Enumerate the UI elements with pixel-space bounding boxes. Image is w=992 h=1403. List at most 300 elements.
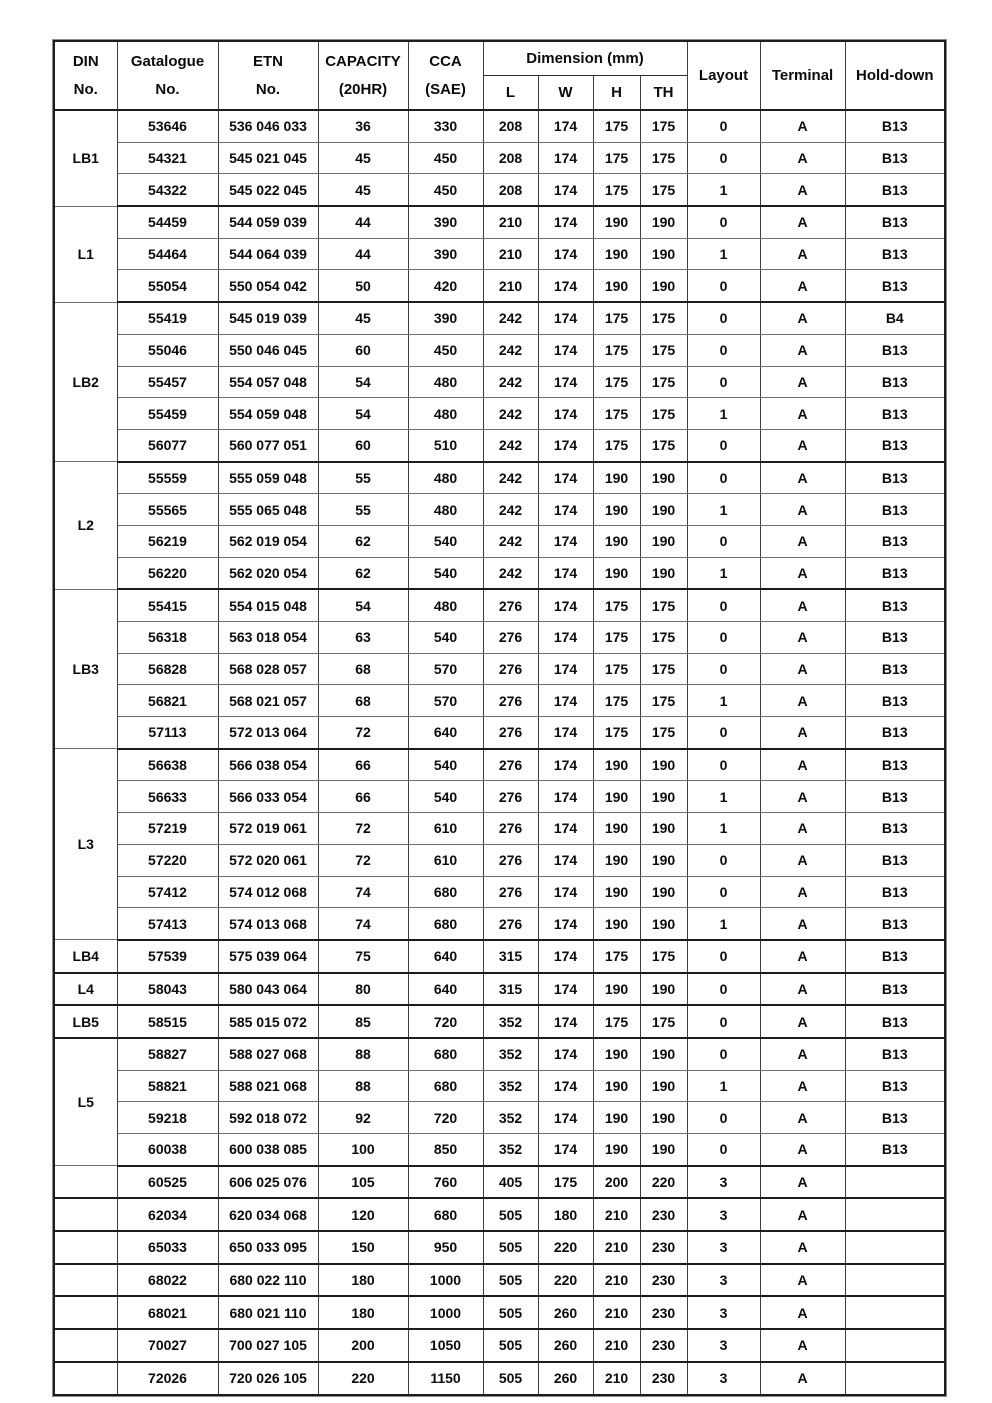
cell-etn-no: 568 021 057 [218,685,318,717]
cell-th: 190 [640,876,687,908]
cell-th: 190 [640,781,687,813]
cell-hold-down [845,1264,945,1297]
cell-hold-down: B13 [845,844,945,876]
cell-catalogue-no: 57220 [117,844,218,876]
cell-h: 175 [593,1005,640,1038]
din-group-cell [54,1231,117,1264]
battery-spec-table [53,40,946,1396]
cell-catalogue-no: 68021 [117,1296,218,1329]
header-label: CAPACITY [325,53,401,70]
cell-layout: 0 [687,844,760,876]
cell-layout: 1 [687,398,760,430]
cell-etn-no: 560 077 051 [218,429,318,461]
cell-l: 242 [483,462,538,494]
cell-etn-no: 544 059 039 [218,206,318,238]
cell-etn-no: 554 057 048 [218,366,318,398]
cell-h: 210 [593,1329,640,1362]
cell-h: 175 [593,110,640,142]
cell-cca: 540 [408,525,483,557]
table-row [54,813,945,845]
cell-etn-no: 588 021 068 [218,1070,318,1102]
cell-w: 174 [538,940,593,973]
cell-layout: 0 [687,589,760,621]
cell-terminal: A [760,749,845,781]
table-row [54,973,945,1006]
cell-h: 190 [593,238,640,270]
cell-capacity: 45 [318,302,408,334]
cell-hold-down: B13 [845,334,945,366]
cell-th: 175 [640,717,687,749]
cell-h: 175 [593,589,640,621]
cell-l: 208 [483,174,538,206]
cell-layout: 1 [687,557,760,589]
cell-catalogue-no: 55565 [117,494,218,526]
cell-th: 190 [640,973,687,1006]
cell-capacity: 200 [318,1329,408,1362]
cell-layout: 0 [687,142,760,174]
cell-capacity: 220 [318,1362,408,1395]
cell-capacity: 54 [318,366,408,398]
cell-terminal: A [760,429,845,461]
cell-capacity: 50 [318,270,408,302]
cell-h: 190 [593,557,640,589]
cell-th: 190 [640,1038,687,1070]
cell-l: 505 [483,1296,538,1329]
cell-catalogue-no: 55419 [117,302,218,334]
cell-w: 174 [538,557,593,589]
cell-catalogue-no: 54321 [117,142,218,174]
cell-capacity: 80 [318,973,408,1006]
cell-w: 260 [538,1362,593,1395]
din-group-cell: LB5 [54,1005,117,1038]
table-row [54,557,945,589]
cell-h: 190 [593,1070,640,1102]
cell-hold-down [845,1198,945,1231]
cell-w: 174 [538,334,593,366]
cell-catalogue-no: 58827 [117,1038,218,1070]
cell-hold-down: B13 [845,1134,945,1166]
cell-layout: 3 [687,1264,760,1297]
cell-terminal: A [760,525,845,557]
cell-layout: 3 [687,1231,760,1264]
cell-h: 175 [593,398,640,430]
header-label: Gatalogue [130,53,205,70]
cell-cca: 680 [408,908,483,940]
cell-cca: 390 [408,302,483,334]
cell-layout: 1 [687,813,760,845]
cell-hold-down: B13 [845,653,945,685]
cell-catalogue-no: 56318 [117,622,218,654]
cell-l: 276 [483,653,538,685]
cell-w: 174 [538,462,593,494]
cell-w: 174 [538,685,593,717]
cell-capacity: 62 [318,557,408,589]
table-row [54,110,945,142]
cell-l: 352 [483,1005,538,1038]
din-group-cell: LB1 [54,110,117,206]
table-body [54,110,945,1395]
cell-terminal: A [760,940,845,973]
cell-layout: 0 [687,525,760,557]
cell-etn-no: 600 038 085 [218,1134,318,1166]
cell-l: 276 [483,876,538,908]
cell-th: 230 [640,1264,687,1297]
cell-capacity: 150 [318,1231,408,1264]
cell-layout: 1 [687,908,760,940]
cell-etn-no: 550 046 045 [218,334,318,366]
cell-layout: 0 [687,940,760,973]
cell-catalogue-no: 56220 [117,557,218,589]
cell-etn-no: 555 065 048 [218,494,318,526]
cell-hold-down: B13 [845,494,945,526]
cell-etn-no: 554 059 048 [218,398,318,430]
din-group-cell [54,1264,117,1297]
cell-cca: 570 [408,653,483,685]
cell-h: 190 [593,973,640,1006]
cell-etn-no: 568 028 057 [218,653,318,685]
cell-l: 505 [483,1198,538,1231]
table-row [54,622,945,654]
cell-layout: 0 [687,622,760,654]
table-row [54,876,945,908]
cell-capacity: 72 [318,813,408,845]
cell-layout: 0 [687,653,760,685]
cell-catalogue-no: 54464 [117,238,218,270]
cell-terminal: A [760,557,845,589]
cell-cca: 720 [408,1102,483,1134]
cell-h: 190 [593,494,640,526]
column-header-capacity [318,41,408,110]
cell-etn-no: 545 022 045 [218,174,318,206]
cell-catalogue-no: 56633 [117,781,218,813]
cell-catalogue-no: 60525 [117,1166,218,1199]
cell-etn-no: 588 027 068 [218,1038,318,1070]
table-row [54,1264,945,1297]
cell-terminal: A [760,1102,845,1134]
column-header-height: H [593,76,640,111]
cell-layout: 0 [687,334,760,366]
din-group-cell: L4 [54,973,117,1006]
cell-h: 175 [593,302,640,334]
cell-terminal: A [760,813,845,845]
cell-hold-down: B13 [845,876,945,908]
cell-catalogue-no: 55046 [117,334,218,366]
table-row [54,908,945,940]
cell-th: 190 [640,462,687,494]
column-header-length: L [483,76,538,111]
cell-capacity: 45 [318,174,408,206]
cell-etn-no: 606 025 076 [218,1166,318,1199]
cell-h: 190 [593,749,640,781]
cell-layout: 3 [687,1296,760,1329]
cell-h: 190 [593,876,640,908]
cell-etn-no: 575 039 064 [218,940,318,973]
cell-h: 190 [593,781,640,813]
cell-terminal: A [760,1231,845,1264]
cell-w: 175 [538,1166,593,1199]
table-row [54,1134,945,1166]
cell-l: 242 [483,525,538,557]
header-label: CCA [429,53,462,70]
din-group-cell: LB3 [54,589,117,748]
cell-h: 175 [593,334,640,366]
table-row [54,494,945,526]
cell-cca: 850 [408,1134,483,1166]
table-row [54,589,945,621]
cell-terminal: A [760,1329,845,1362]
cell-hold-down: B13 [845,589,945,621]
cell-cca: 680 [408,1198,483,1231]
cell-th: 175 [640,174,687,206]
cell-hold-down: B13 [845,110,945,142]
cell-etn-no: 555 059 048 [218,462,318,494]
table-row [54,429,945,461]
cell-w: 260 [538,1296,593,1329]
cell-cca: 540 [408,781,483,813]
column-header-etn-no [218,41,318,110]
cell-capacity: 36 [318,110,408,142]
header-label: No. [155,81,180,98]
cell-hold-down [845,1166,945,1199]
cell-terminal: A [760,1296,845,1329]
cell-l: 276 [483,749,538,781]
cell-terminal: A [760,844,845,876]
cell-w: 174 [538,174,593,206]
cell-th: 175 [640,589,687,621]
cell-etn-no: 592 018 072 [218,1102,318,1134]
cell-etn-no: 566 033 054 [218,781,318,813]
cell-layout: 0 [687,876,760,908]
cell-w: 174 [538,1005,593,1038]
cell-th: 175 [640,653,687,685]
cell-w: 174 [538,844,593,876]
cell-etn-no: 580 043 064 [218,973,318,1006]
cell-terminal: A [760,206,845,238]
cell-l: 242 [483,302,538,334]
cell-cca: 720 [408,1005,483,1038]
table-row [54,653,945,685]
cell-layout: 0 [687,1134,760,1166]
cell-th: 190 [640,908,687,940]
cell-l: 242 [483,398,538,430]
cell-capacity: 74 [318,876,408,908]
cell-w: 174 [538,110,593,142]
cell-l: 505 [483,1362,538,1395]
table-row [54,1102,945,1134]
table-header [54,41,945,110]
cell-catalogue-no: 57539 [117,940,218,973]
cell-th: 190 [640,270,687,302]
cell-hold-down: B13 [845,749,945,781]
cell-h: 210 [593,1296,640,1329]
cell-th: 190 [640,813,687,845]
cell-h: 175 [593,142,640,174]
cell-layout: 0 [687,717,760,749]
cell-cca: 510 [408,429,483,461]
cell-hold-down [845,1362,945,1395]
cell-th: 190 [640,494,687,526]
din-group-cell: L1 [54,206,117,302]
cell-cca: 420 [408,270,483,302]
cell-th: 175 [640,940,687,973]
table-row [54,1166,945,1199]
column-header-dimension: Dimension (mm) [483,41,687,76]
cell-hold-down: B4 [845,302,945,334]
cell-l: 242 [483,334,538,366]
cell-layout: 0 [687,1038,760,1070]
cell-terminal: A [760,622,845,654]
cell-h: 190 [593,908,640,940]
cell-terminal: A [760,876,845,908]
cell-w: 174 [538,781,593,813]
cell-capacity: 92 [318,1102,408,1134]
cell-etn-no: 720 026 105 [218,1362,318,1395]
cell-w: 174 [538,622,593,654]
cell-l: 242 [483,366,538,398]
cell-l: 208 [483,110,538,142]
cell-th: 190 [640,1102,687,1134]
cell-capacity: 44 [318,238,408,270]
cell-terminal: A [760,1362,845,1395]
cell-layout: 1 [687,238,760,270]
table-row [54,206,945,238]
cell-cca: 1150 [408,1362,483,1395]
cell-capacity: 68 [318,685,408,717]
cell-catalogue-no: 56219 [117,525,218,557]
cell-h: 175 [593,940,640,973]
cell-etn-no: 572 013 064 [218,717,318,749]
cell-terminal: A [760,174,845,206]
cell-catalogue-no: 56821 [117,685,218,717]
cell-capacity: 180 [318,1296,408,1329]
cell-capacity: 68 [318,653,408,685]
cell-w: 174 [538,302,593,334]
cell-layout: 0 [687,1005,760,1038]
cell-w: 174 [538,717,593,749]
cell-cca: 540 [408,749,483,781]
cell-l: 276 [483,781,538,813]
cell-capacity: 45 [318,142,408,174]
table-row [54,398,945,430]
table-row [54,1070,945,1102]
cell-layout: 1 [687,781,760,813]
cell-hold-down [845,1296,945,1329]
cell-terminal: A [760,1038,845,1070]
cell-l: 276 [483,622,538,654]
cell-capacity: 44 [318,206,408,238]
cell-terminal: A [760,494,845,526]
cell-etn-no: 544 064 039 [218,238,318,270]
cell-h: 210 [593,1198,640,1231]
cell-th: 190 [640,238,687,270]
cell-w: 174 [538,876,593,908]
cell-etn-no: 700 027 105 [218,1329,318,1362]
table-row [54,1231,945,1264]
cell-cca: 760 [408,1166,483,1199]
cell-w: 260 [538,1329,593,1362]
cell-layout: 0 [687,110,760,142]
cell-catalogue-no: 56828 [117,653,218,685]
cell-terminal: A [760,1005,845,1038]
cell-capacity: 54 [318,589,408,621]
table-row [54,1362,945,1395]
header-row-top [54,41,945,76]
cell-layout: 3 [687,1166,760,1199]
cell-catalogue-no: 55415 [117,589,218,621]
cell-cca: 450 [408,142,483,174]
cell-l: 352 [483,1102,538,1134]
table-row [54,749,945,781]
cell-l: 352 [483,1070,538,1102]
column-header-cca [408,41,483,110]
cell-etn-no: 572 020 061 [218,844,318,876]
cell-etn-no: 536 046 033 [218,110,318,142]
cell-etn-no: 562 019 054 [218,525,318,557]
cell-cca: 450 [408,174,483,206]
cell-layout: 0 [687,429,760,461]
column-header-width: W [538,76,593,111]
column-header-din-no [54,41,117,110]
table-row [54,940,945,973]
cell-th: 190 [640,844,687,876]
din-group-cell: L5 [54,1038,117,1166]
column-header-terminal: Terminal [760,41,845,110]
header-label: (20HR) [338,81,388,98]
cell-w: 174 [538,1102,593,1134]
cell-l: 242 [483,494,538,526]
cell-etn-no: 572 019 061 [218,813,318,845]
cell-cca: 450 [408,334,483,366]
cell-th: 190 [640,557,687,589]
cell-cca: 1050 [408,1329,483,1362]
cell-th: 175 [640,429,687,461]
cell-catalogue-no: 53646 [117,110,218,142]
cell-l: 276 [483,908,538,940]
cell-l: 315 [483,940,538,973]
cell-w: 174 [538,589,593,621]
cell-hold-down: B13 [845,622,945,654]
cell-catalogue-no: 70027 [117,1329,218,1362]
cell-cca: 610 [408,813,483,845]
cell-cca: 950 [408,1231,483,1264]
cell-catalogue-no: 57113 [117,717,218,749]
cell-capacity: 85 [318,1005,408,1038]
cell-capacity: 105 [318,1166,408,1199]
cell-layout: 0 [687,1102,760,1134]
cell-capacity: 88 [318,1070,408,1102]
cell-w: 174 [538,1038,593,1070]
table-row [54,174,945,206]
cell-cca: 480 [408,366,483,398]
cell-cca: 640 [408,940,483,973]
table-row [54,525,945,557]
cell-cca: 640 [408,717,483,749]
cell-catalogue-no: 60038 [117,1134,218,1166]
table-row [54,142,945,174]
cell-terminal: A [760,110,845,142]
cell-th: 175 [640,1005,687,1038]
cell-hold-down: B13 [845,525,945,557]
cell-l: 276 [483,813,538,845]
cell-terminal: A [760,1070,845,1102]
table-row [54,1198,945,1231]
cell-terminal: A [760,462,845,494]
cell-w: 180 [538,1198,593,1231]
cell-hold-down: B13 [845,1038,945,1070]
cell-th: 175 [640,334,687,366]
header-label: No. [73,81,98,98]
cell-cca: 1000 [408,1296,483,1329]
